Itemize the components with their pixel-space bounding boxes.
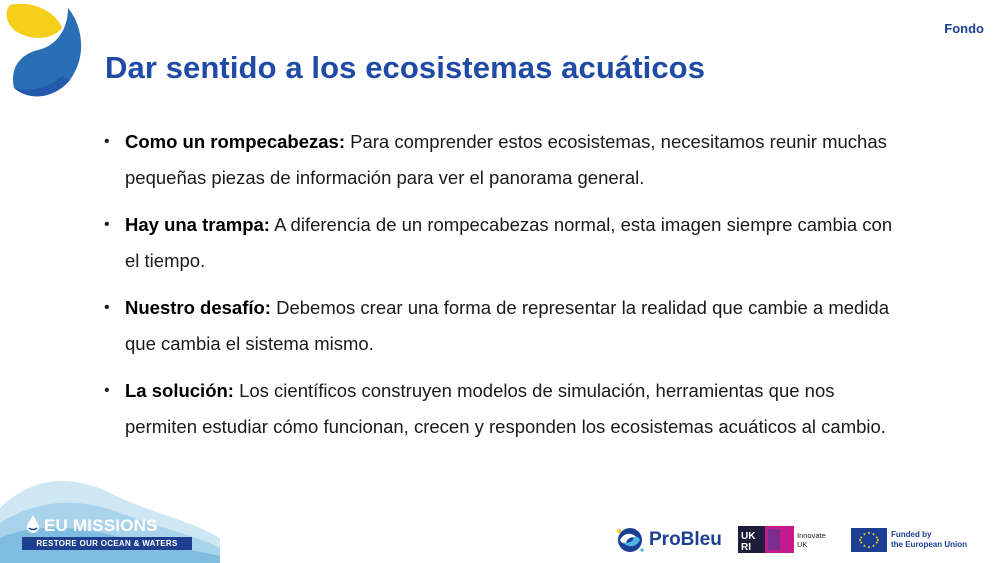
bullet-term: Como un rompecabezas: [125,131,345,152]
bullet-text: Para comprender estos ecosistemas, necesitamos reunir muchas pequeñas piezas de información para ver el panorama general. [125,131,887,188]
ukri-logo [738,526,794,553]
section-tag: Fondo [944,21,984,36]
bullet-item [104,124,894,196]
water-drop-icon [26,514,40,534]
svg-text:UK: UK [741,531,756,542]
eu-missions-label: EU MISSIONS [44,516,158,535]
eu-funding-line2: the European Union [891,540,967,549]
bullet-text: A diferencia de un rompecabezas normal, esta imagen siempre cambia con el tiempo. [125,214,893,271]
probleu-label: ProBleu [649,529,722,550]
innovate-label-line2: UK [797,540,808,549]
eu-funding-line1: Funded by [891,530,932,539]
bullet-text: Los científicos construyen modelos de simulación, herramientas que nos permiten estudiar cómo funcionan, crecen y responden los ecosistemas acuáticos al cambio. [125,380,886,437]
bullet-term: La solución: [125,380,234,401]
eu-funding-label [891,530,967,550]
eu-missions-subtitle: RESTORE OUR OCEAN & WATERS [22,537,192,550]
bullet-term: Hay una trampa: [125,214,270,235]
probleu-logo [615,526,722,554]
probleu-swirl-icon [615,526,645,554]
bullet-list [104,124,894,456]
bullet-term: Nuestro desafío: [125,297,271,318]
eu-flag-icon [851,528,887,552]
innovate-label-line1: Innovate [797,531,826,540]
bullet-item [104,373,894,445]
bullet-item [104,207,894,279]
page-title: Dar sentido a los ecosistemas acuáticos [105,50,706,85]
svg-text:RI: RI [741,542,751,553]
innovate-uk-label [797,531,826,549]
bullet-text: Debemos crear una forma de representar la realidad que cambie a medida que cambia el sistema mismo. [125,297,890,354]
brand-corner-logo [0,0,100,100]
bullet-item [104,290,894,362]
